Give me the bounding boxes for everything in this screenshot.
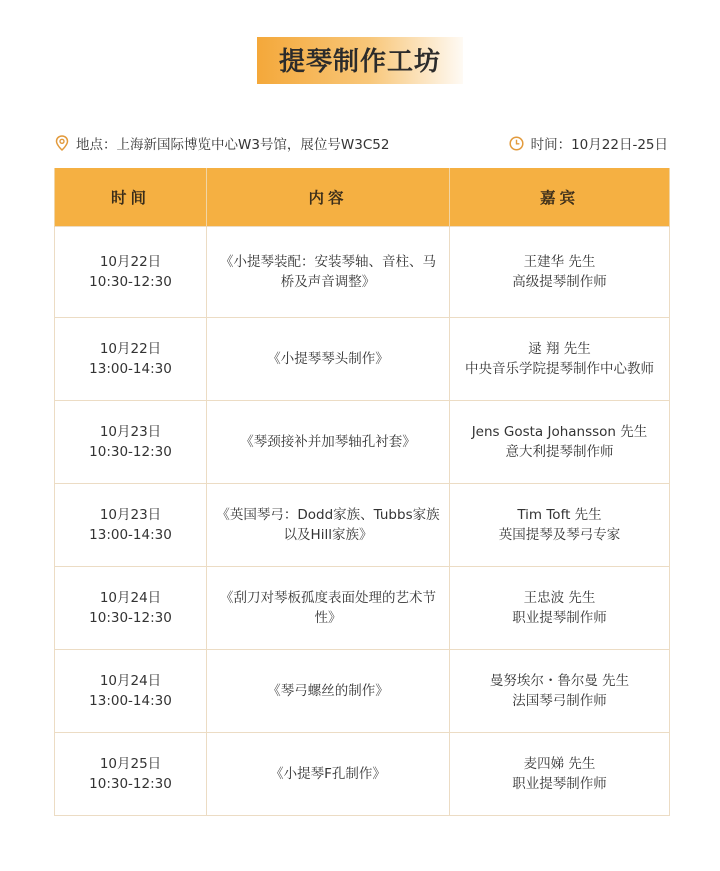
guest-name: 王建华 先生	[523, 254, 596, 270]
time-range: 10:30-12:30	[89, 274, 172, 290]
schedule-table	[54, 168, 670, 816]
content-cell	[207, 401, 450, 484]
time-cell	[55, 318, 207, 401]
content-line: 以及Hill家族》	[283, 527, 373, 543]
table-row	[55, 567, 670, 650]
time-cell	[55, 227, 207, 318]
time-cell	[55, 484, 207, 567]
table-row	[55, 227, 670, 318]
clock-icon	[509, 136, 524, 151]
header-content: 内容	[207, 168, 450, 227]
title-area	[0, 37, 720, 84]
time-text: 时间：10月22日-25日	[530, 137, 668, 153]
guest-cell	[450, 484, 670, 567]
guest-role: 英国提琴及琴弓专家	[498, 527, 621, 543]
time-cell	[55, 401, 207, 484]
guest-cell	[450, 733, 670, 816]
content-cell	[207, 733, 450, 816]
table-row	[55, 650, 670, 733]
time-range: 10:30-12:30	[89, 444, 172, 460]
time-range: 13:00-14:30	[89, 361, 172, 377]
guest-role: 中央音乐学院提琴制作中心教师	[465, 361, 654, 377]
location-text: 地点：上海新国际博览中心W3号馆，展位号W3C52	[76, 137, 390, 153]
guest-role: 职业提琴制作师	[512, 776, 607, 792]
location-info	[55, 133, 389, 153]
content-line: 《琴弓螺丝的制作》	[267, 683, 389, 699]
header-guest: 嘉宾	[450, 168, 670, 227]
guest-name: 麦四娣 先生	[523, 756, 596, 772]
guest-name: Tim Toft 先生	[517, 507, 602, 523]
guest-cell	[450, 650, 670, 733]
content-line: 《刮刀对琴板孤度表面处理的艺术节	[220, 590, 436, 606]
time-cell	[55, 650, 207, 733]
guest-name: 王忠波 先生	[523, 590, 596, 606]
guest-role: 职业提琴制作师	[512, 610, 607, 626]
content-line: 《琴颈接补并加琴轴孔衬套》	[240, 434, 416, 450]
guest-name: 逯 翔 先生	[528, 341, 591, 357]
date: 10月23日	[99, 424, 162, 440]
guest-name: Jens Gosta Johansson 先生	[471, 424, 648, 440]
date: 10月24日	[99, 673, 162, 689]
date: 10月23日	[99, 507, 162, 523]
content-line: 《小提琴F孔制作》	[270, 766, 386, 782]
content-line: 《小提琴装配：安装琴轴、音柱、马	[220, 254, 436, 270]
content-cell	[207, 227, 450, 318]
date: 10月22日	[99, 254, 162, 270]
guest-cell	[450, 227, 670, 318]
guest-role: 意大利提琴制作师	[505, 444, 614, 460]
content-cell	[207, 318, 450, 401]
table-header-row	[55, 168, 670, 227]
content-cell	[207, 567, 450, 650]
guest-role: 法国琴弓制作师	[512, 693, 607, 709]
table-row	[55, 484, 670, 567]
time-info	[509, 133, 668, 153]
content-line: 性》	[314, 610, 342, 626]
content-line: 《英国琴弓：Dodd家族、Tubbs家族	[216, 507, 440, 523]
date: 10月22日	[99, 341, 162, 357]
table-row	[55, 401, 670, 484]
time-range: 13:00-14:30	[89, 693, 172, 709]
date: 10月24日	[99, 590, 162, 606]
guest-cell	[450, 318, 670, 401]
location-pin-icon	[55, 135, 69, 151]
guest-cell	[450, 567, 670, 650]
time-range: 13:00-14:30	[89, 527, 172, 543]
time-cell	[55, 567, 207, 650]
header-time: 时间	[55, 168, 207, 227]
date: 10月25日	[99, 756, 162, 772]
guest-cell	[450, 401, 670, 484]
table-row	[55, 318, 670, 401]
time-range: 10:30-12:30	[89, 610, 172, 626]
content-cell	[207, 650, 450, 733]
table-row	[55, 733, 670, 816]
content-line: 《小提琴琴头制作》	[267, 351, 389, 367]
time-cell	[55, 733, 207, 816]
content-cell	[207, 484, 450, 567]
guest-name: 曼努埃尔・鲁尔曼 先生	[489, 673, 630, 689]
content-line: 桥及声音调整》	[280, 274, 376, 290]
time-range: 10:30-12:30	[89, 776, 172, 792]
guest-role: 高级提琴制作师	[512, 274, 607, 290]
page-title: 提琴制作工坊	[257, 37, 463, 84]
